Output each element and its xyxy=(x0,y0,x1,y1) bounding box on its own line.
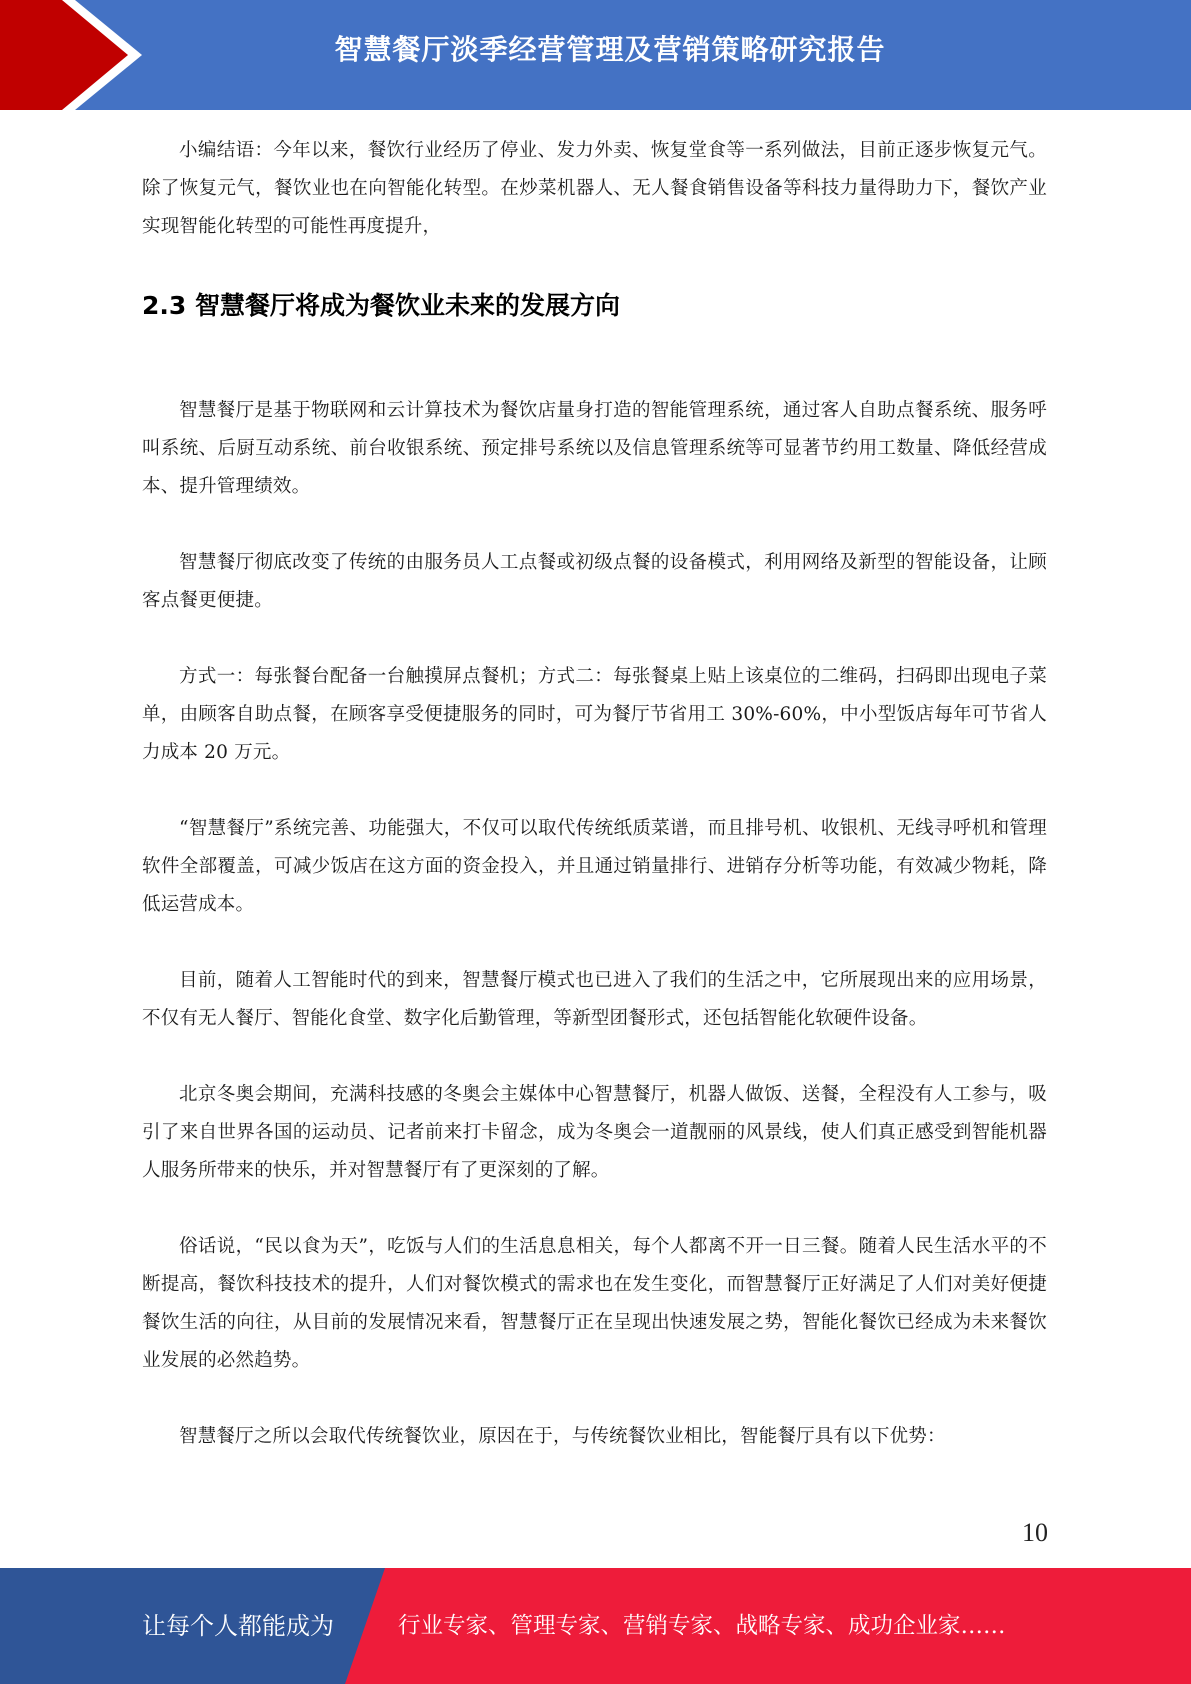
header-arrow-decoration xyxy=(0,0,160,110)
page-content xyxy=(142,132,1047,1456)
footer-slogan-left: 让每个人都能成为 xyxy=(142,1612,334,1640)
body-paragraph: 智慧餐厅之所以会取代传统餐饮业，原因在于，与传统餐饮业相比，智能餐厅具有以下优势： xyxy=(179,1426,946,1447)
body-paragraph: 目前，随着人工智能时代的到来，智慧餐厅模式也已进入了我们的生活之中，它所展现出来的应用场景，不仅有无人餐厅、智能化食堂、数字化后勤管理，等新型团餐形式，还包括智能化软硬件设备。 xyxy=(142,970,1047,1029)
header-banner xyxy=(0,0,1191,110)
body-paragraph: “智慧餐厅”系统完善、功能强大，不仅可以取代传统纸质菜谱，而且排号机、收银机、无线寻呼机和管理软件全部覆盖，可减少饭店在这方面的资金投入，并且通过销量排行、进销存分析等功能，有效减少物耗，降低运营成本。 xyxy=(142,818,1047,915)
body-paragraph: 俗话说，“民以食为天”，吃饭与人们的生活息息相关，每个人都离不开一日三餐。随着人民生活水平的不断提高，餐饮科技技术的提升，人们对餐饮模式的需求也在发生变化，而智慧餐厅正好满足了人们对美好便捷餐饮生活的向往，从目前的发展情况来看，智慧餐厅正在呈现出快速发展之势，智能化餐饮已经成为未来餐饮业发展的必然趋势。 xyxy=(142,1236,1047,1371)
body-paragraph: 方式一：每张餐台配备一台触摸屏点餐机；方式二：每张餐桌上贴上该桌位的二维码，扫码即出现电子菜单，由顾客自助点餐，在顾客享受便捷服务的同时，可为餐厅节省用工 30%-60%，中小型饭店每年可节省人力成本 20 万元。 xyxy=(142,666,1047,763)
section-heading: 2.3 智慧餐厅将成为餐饮业未来的发展方向 xyxy=(142,291,620,320)
footer-slogan-right: 行业专家、管理专家、营销专家、战略专家、成功企业家…… xyxy=(398,1613,1006,1639)
summary-paragraph: 小编结语：今年以来，餐饮行业经历了停业、发力外卖、恢复堂食等一系列做法，目前正逐步恢复元气。除了恢复元气，餐饮业也在向智能化转型。在炒菜机器人、无人餐食销售设备等科技力量得助力下，餐饮产业实现智能化转型的可能性再度提升， xyxy=(142,140,1047,237)
body-paragraph: 北京冬奥会期间，充满科技感的冬奥会主媒体中心智慧餐厅，机器人做饭、送餐，全程没有人工参与，吸引了来自世界各国的运动员、记者前来打卡留念，成为冬奥会一道靓丽的风景线，使人们真正感受到智能机器人服务所带来的快乐，并对智慧餐厅有了更深刻的了解。 xyxy=(142,1084,1047,1181)
document-title: 智慧餐厅淡季经营管理及营销策略研究报告 xyxy=(334,33,886,66)
body-paragraph: 智慧餐厅是基于物联网和云计算技术为餐饮店量身打造的智能管理系统，通过客人自助点餐系统、服务呼叫系统、后厨互动系统、前台收银系统、预定排号系统以及信息管理系统等可显著节约用工数量、降低经营成本、提升管理绩效。 xyxy=(142,400,1047,497)
footer-banner xyxy=(0,1568,1191,1684)
page-number: 10 xyxy=(1022,1518,1048,1547)
body-paragraph: 智慧餐厅彻底改变了传统的由服务员人工点餐或初级点餐的设备模式，利用网络及新型的智能设备，让顾客点餐更便捷。 xyxy=(142,552,1047,611)
